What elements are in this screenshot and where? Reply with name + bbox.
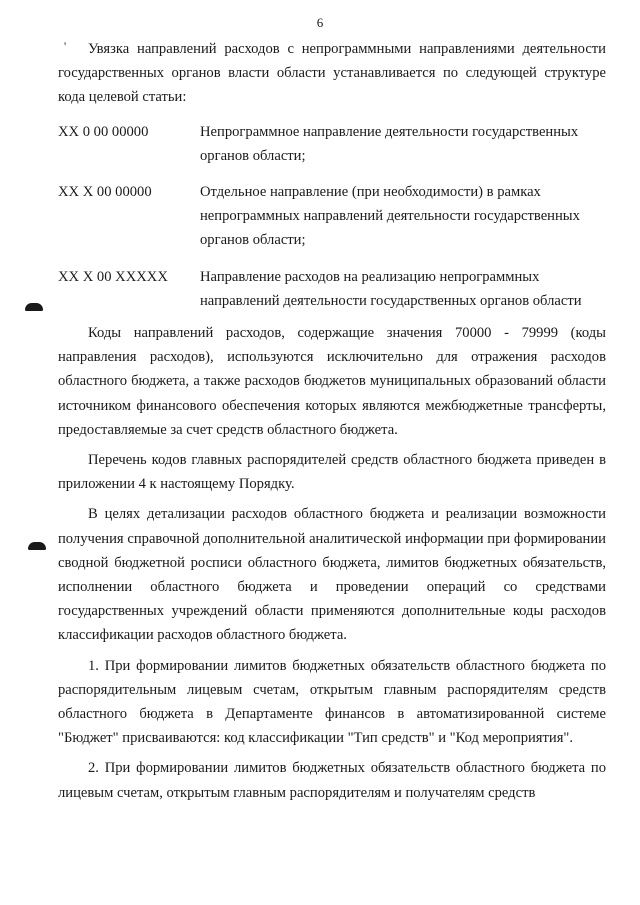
code-structure-table (58, 120, 606, 313)
code-row (58, 120, 606, 168)
code-description: Направление расходов на реализацию непрограммных направлений деятельности государственных органов области (200, 268, 582, 309)
paragraph-expense-codes: Коды направлений расходов, содержащие значения 70000 - 79999 (коды направления расходов), используются исключительно для отражения расходов областного бюджета, а также расходов бюджетов муниципальных образований области источником финансового обеспечения которых являются межбюджетные трансферты, предоставляемые за счет средств областного бюджета. (58, 325, 606, 438)
code-value: XX X 00 XXXXX (58, 268, 168, 285)
scan-artifact-1 (25, 303, 43, 311)
page-number: 6 (316, 15, 324, 30)
paragraph-detailing: В целях детализации расходов областного бюджета и реализации возможности получения справочной дополнительной аналитической информации при формировании сводной бюджетной росписи областного бюджета, лимитов бюджетных обязательств, исполнении областного бюджета и проведении операций со средствами государственных учреждений области применяются дополнительные коды расходов классификации расходов областного бюджета. (58, 506, 606, 644)
code-value: XX 0 00 00000 (58, 123, 149, 140)
paragraph-distributor-codes: Перечень кодов главных распорядителей средств областного бюджета приведен в приложении 4 к настоящему Порядку. (58, 452, 606, 493)
code-row (58, 265, 606, 313)
tick-mark: ' (64, 39, 67, 53)
scan-artifact-2 (28, 542, 46, 550)
code-value: XX X 00 00000 (58, 184, 152, 201)
code-description: Отдельное направление (при необходимости) в рамках непрограммных направлений деятельности государственных органов области; (200, 184, 580, 249)
code-row (58, 180, 606, 253)
code-description: Непрограммное направление деятельности государственных органов области; (200, 123, 579, 164)
paragraph-item-2: 2. При формировании лимитов бюджетных обязательств областного бюджета по лицевым счетам, открытым главным распорядителям и получателям средств (58, 760, 606, 801)
document-body (58, 37, 606, 805)
intro-paragraph: Увязка направлений расходов с непрограммными направлениями деятельности государственных органов власти области устанавливается по следующей структуре кода целевой статьи: (58, 41, 606, 106)
paragraph-item-1: 1. При формировании лимитов бюджетных обязательств областного бюджета по распорядительным лицевым счетам, открытым главным распорядителям средств областного бюджета в Департаменте финансов в автоматизированной системе "Бюджет" присваиваются: код классификации "Тип средств" и "Код мероприятия". (58, 657, 606, 747)
